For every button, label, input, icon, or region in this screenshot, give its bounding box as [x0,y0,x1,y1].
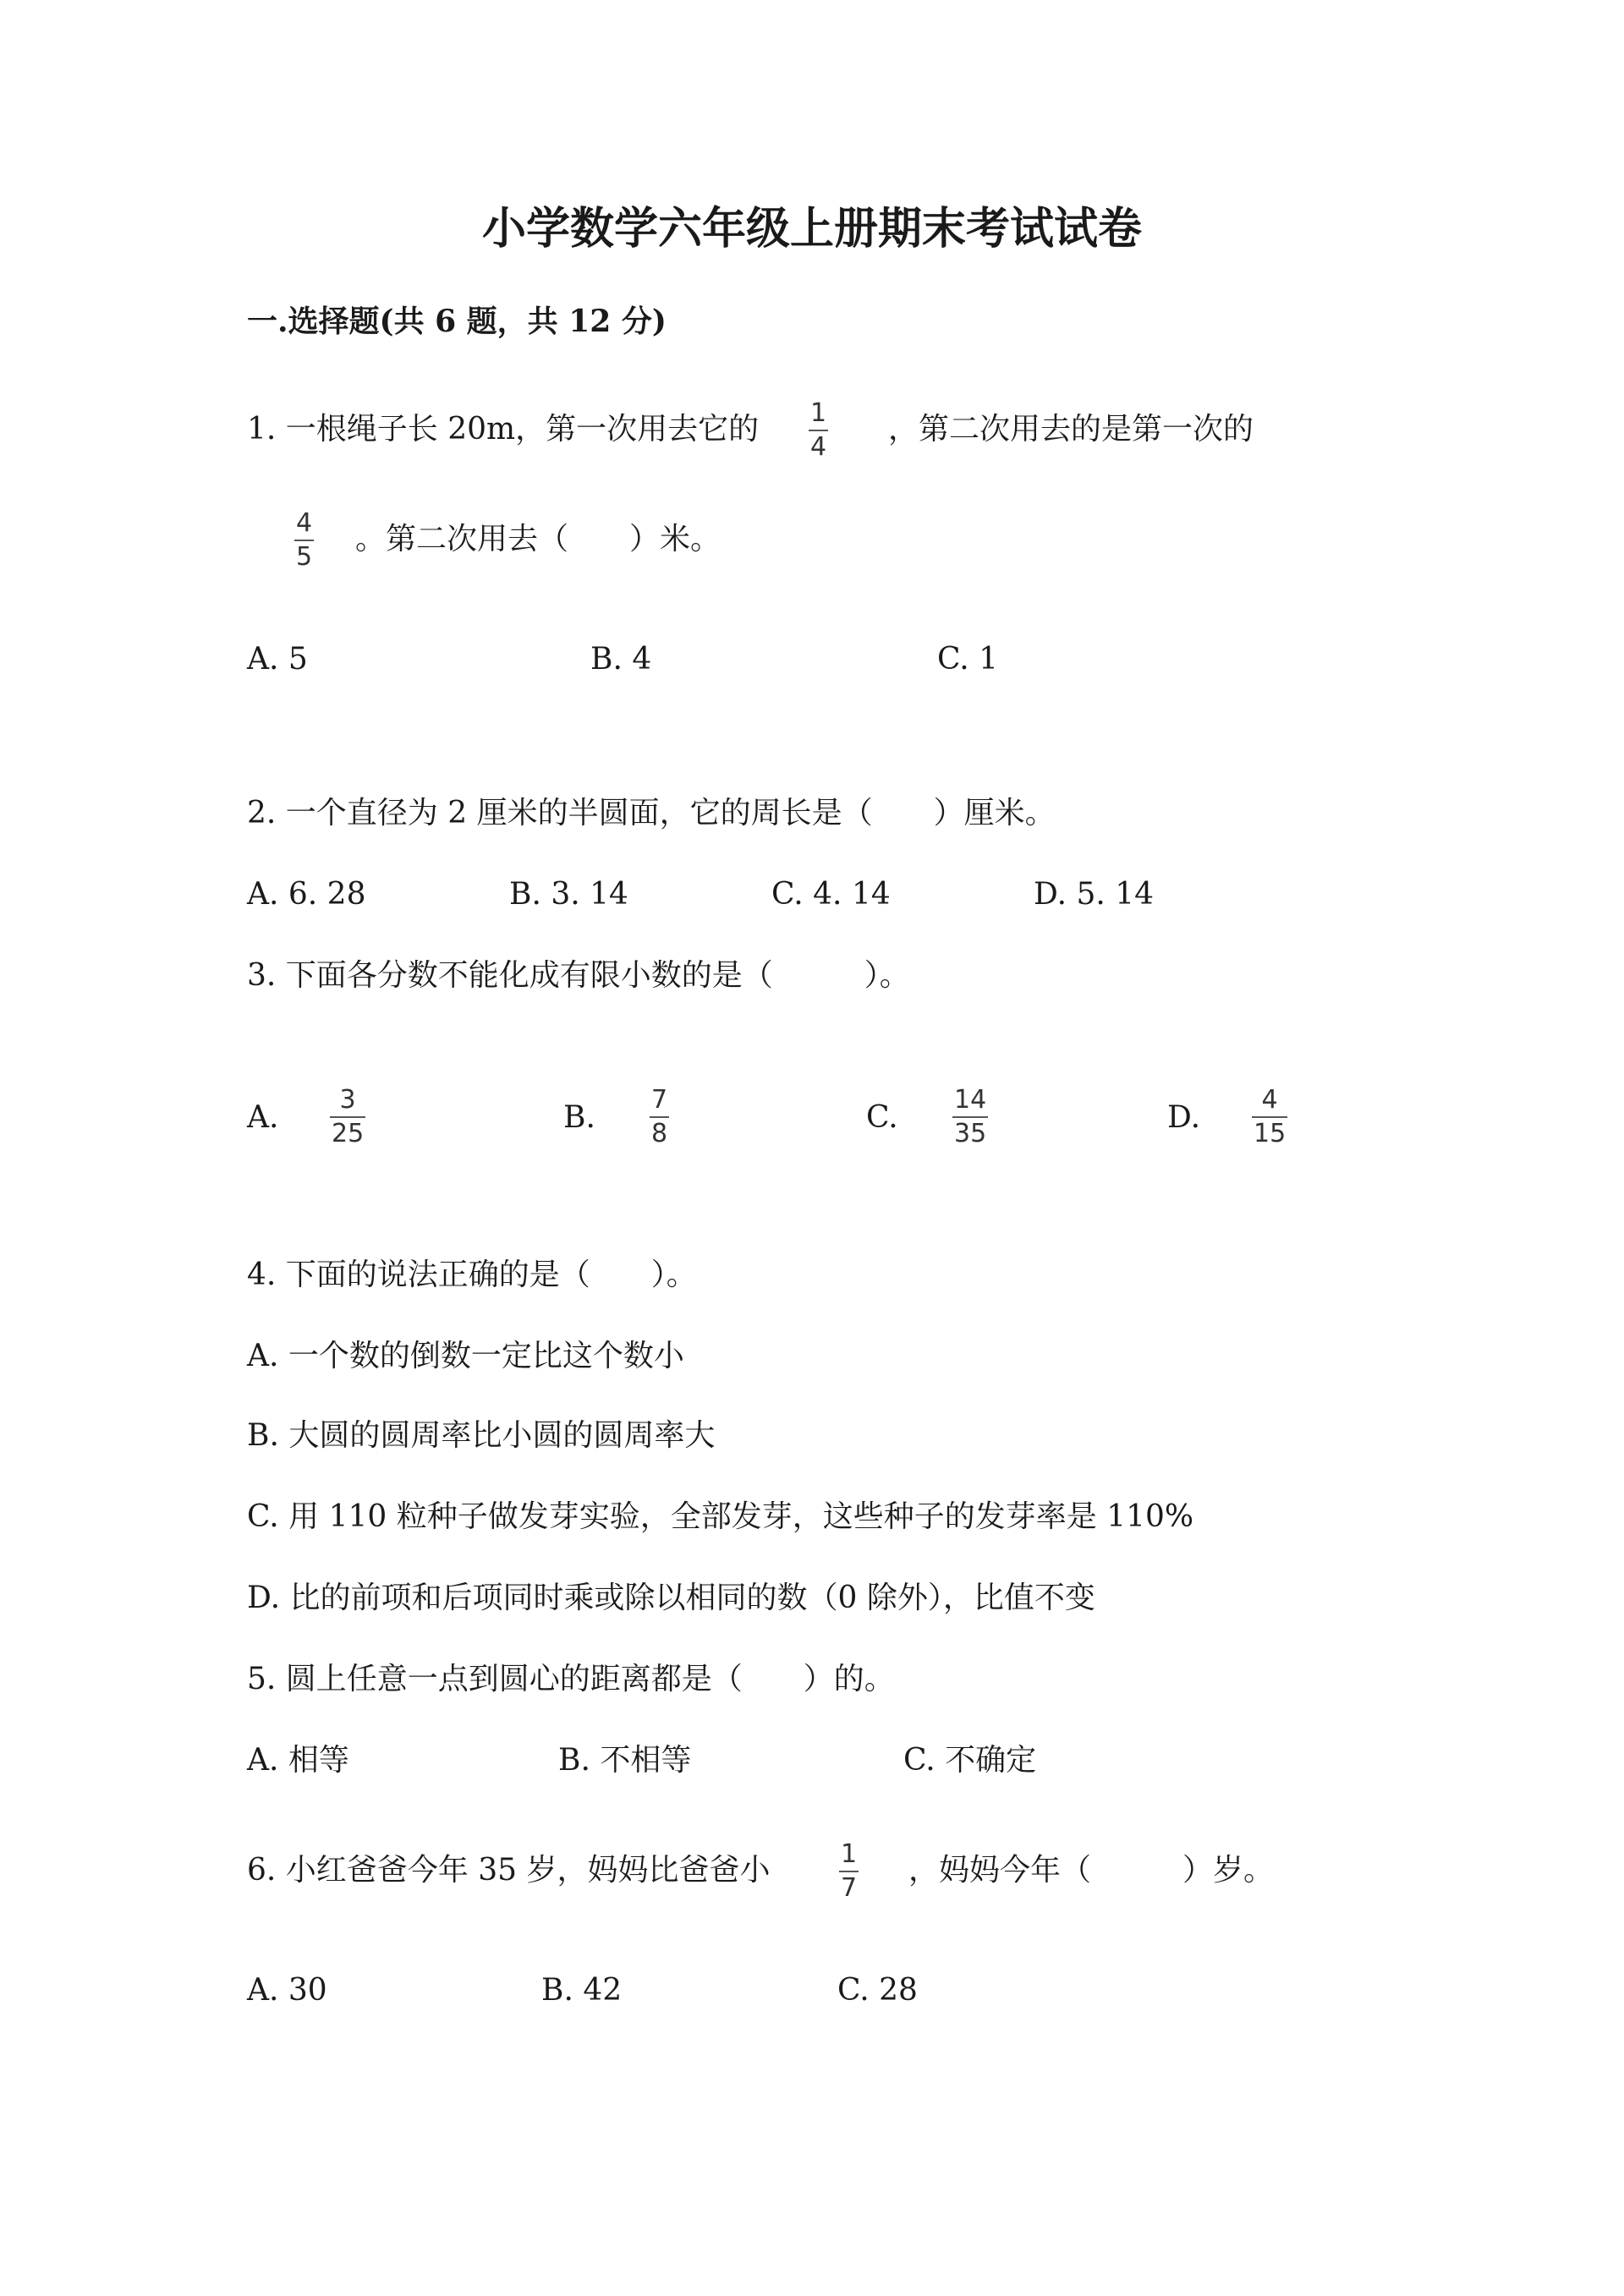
question-1-fraction-1 [809,398,828,462]
question-5-option-c: C. 不确定 [903,1743,1037,1778]
fraction-numerator: 4 [1261,1085,1278,1115]
fraction-numerator: 3 [339,1085,356,1115]
fraction-denominator: 25 [332,1119,365,1148]
question-3-option-b-fraction [650,1085,669,1148]
question-1-option-b: B. 4 [590,642,652,677]
question-3-option-c-label: C. [866,1100,898,1135]
question-3-option-d-fraction [1252,1085,1287,1148]
question-6-option-b: B. 42 [541,1973,623,2008]
question-6-fraction [839,1839,859,1903]
question-3-option-a-fraction [330,1085,365,1148]
fraction-denominator: 35 [954,1119,987,1148]
question-5-option-a: A. 相等 [247,1743,349,1778]
page-title: 小学数学六年级上册期末考试试卷 [481,203,1142,255]
fraction-numerator: 14 [954,1085,987,1115]
question-3-option-a-label: A. [247,1100,279,1135]
question-5-text: 5. 圆上任意一点到圆心的距离都是（ ）的。 [247,1662,895,1696]
question-1-text-part3: 。第二次用去（ ）米。 [355,522,721,556]
fraction-numerator: 7 [651,1085,668,1115]
question-2-option-c: C. 4. 14 [771,877,891,912]
question-2-text: 2. 一个直径为 2 厘米的半圆面，它的周长是（ ）厘米。 [247,796,1056,830]
question-4-option-a: A. 一个数的倒数一定比这个数小 [247,1339,684,1373]
question-3-option-d-label: D. [1167,1100,1201,1135]
fraction-denominator: 8 [651,1119,668,1148]
question-4-option-d: D. 比的前项和后项同时乘或除以相同的数（0 除外），比值不变 [247,1581,1095,1615]
question-1-fraction-2 [294,508,314,572]
fraction-numerator: 4 [296,508,313,538]
fraction-denominator: 15 [1254,1119,1287,1148]
question-5-option-b: B. 不相等 [558,1743,692,1778]
fraction-denominator: 5 [296,542,313,572]
question-4-option-b: B. 大圆的圆周率比小圆的圆周率大 [247,1418,716,1453]
question-1-text-part2: ，第二次用去的是第一次的 [888,412,1254,447]
question-1-option-a: A. 5 [247,642,308,677]
question-2-option-a: A. 6. 28 [247,877,366,912]
question-2-option-b: B. 3. 14 [509,877,628,912]
question-1-option-c: C. 1 [937,642,999,677]
question-3-text: 3. 下面各分数不能化成有限小数的是（ ）。 [247,958,910,993]
question-2-option-d: D. 5. 14 [1034,877,1155,912]
fraction-numerator: 1 [841,1839,858,1869]
question-3-option-c-fraction [952,1085,988,1148]
fraction-numerator: 1 [810,398,827,428]
question-6-text-part2: ，妈妈今年（ ）岁。 [908,1853,1275,1888]
question-6-option-a: A. 30 [247,1973,327,2008]
question-4-text: 4. 下面的说法正确的是（ ）。 [247,1258,697,1292]
question-6-option-c: C. 28 [837,1973,918,2008]
question-6-text-part1: 6. 小红爸爸今年 35 岁，妈妈比爸爸小 [247,1853,771,1888]
fraction-denominator: 7 [841,1873,858,1903]
fraction-denominator: 4 [810,432,827,462]
question-1-text-part1: 1. 一根绳子长 20m，第一次用去它的 [247,412,760,447]
section-heading: 一.选择题(共 6 题，共 12 分) [247,304,667,339]
question-3-option-b-label: B. [563,1100,595,1135]
question-4-option-c: C. 用 110 粒种子做发芽实验，全部发芽，这些种子的发芽率是 110% [247,1499,1194,1534]
